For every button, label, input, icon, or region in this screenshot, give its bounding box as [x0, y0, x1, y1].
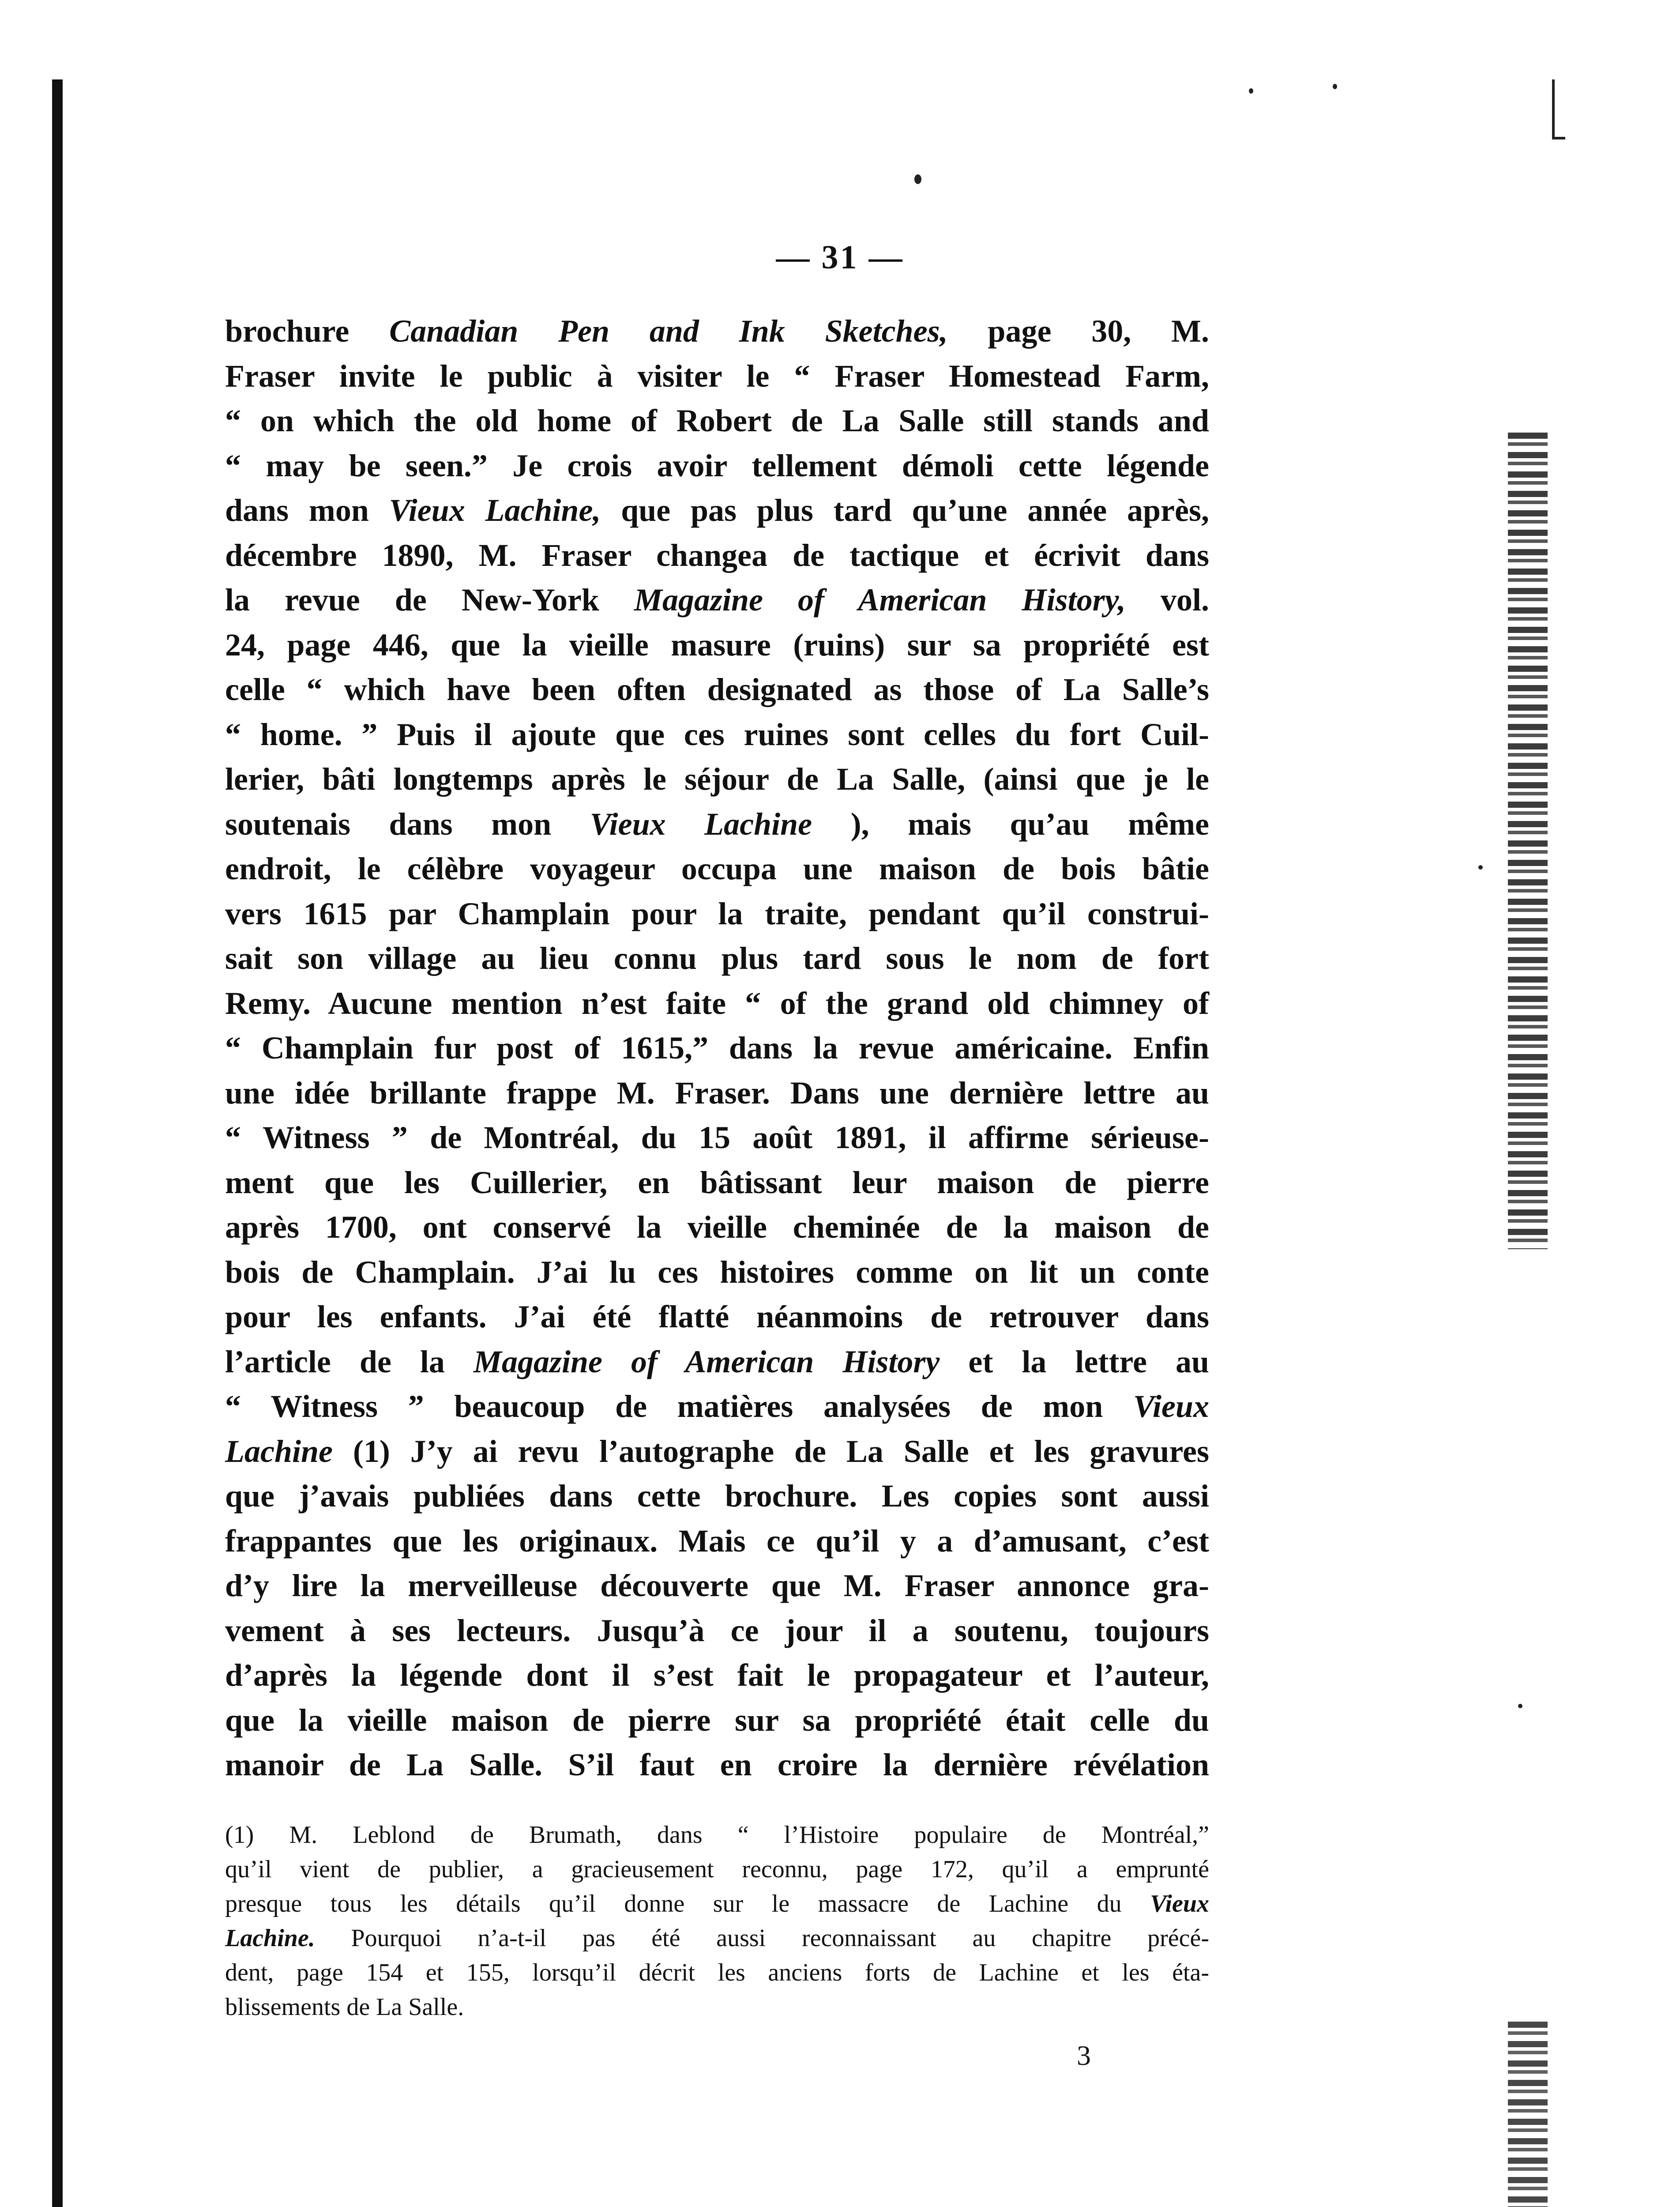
body-line [225, 1115, 1209, 1160]
text-run: blissements de La Salle. [225, 1993, 464, 2021]
scan-edge-strip-lower [1508, 2022, 1548, 2207]
text-run: “ Witness ” de Montréal, du 15 août 1891, il affirme sérieuse- [225, 1120, 1209, 1155]
body-text [225, 309, 1209, 1788]
italic-title: Lachine. [225, 1925, 315, 1952]
body-line [225, 488, 1209, 533]
footnote-line [225, 1990, 1209, 2024]
text-run: brochure [225, 313, 390, 349]
scan-speck [914, 174, 921, 184]
body-line [225, 309, 1209, 354]
text-run: sait son village au lieu connu plus tard sous le nom de fort [225, 941, 1209, 976]
text-run: “ on which the old home of Robert de La Salle still stands and [225, 403, 1209, 438]
text-run: vol. [1125, 582, 1209, 618]
text-run: dans mon [225, 493, 389, 528]
italic-title: Magazine of American History [473, 1344, 940, 1379]
text-run: la revue de New-York [225, 582, 634, 618]
body-line [225, 936, 1209, 981]
body-line [225, 578, 1209, 623]
body-line [225, 1384, 1209, 1429]
text-run: et la lettre au [940, 1344, 1209, 1379]
text-run: vers 1615 par Champlain pour la traite, pendant qu’il construi- [225, 896, 1209, 931]
text-run: lerier, bâti longtemps après le séjour de La Salle, (ainsi que je le [225, 761, 1209, 797]
body-line [225, 712, 1209, 757]
body-line [225, 1295, 1209, 1340]
body-line [225, 802, 1209, 847]
body-line [225, 533, 1209, 578]
text-run: l’article de la [225, 1344, 474, 1379]
italic-title: Vieux Lachine [590, 806, 812, 842]
footnote-line [225, 1921, 1209, 1955]
scan-corner-mark [1552, 79, 1565, 139]
body-line [225, 892, 1209, 937]
footnote-line [225, 1852, 1209, 1887]
body-line [225, 1698, 1209, 1743]
text-run: “ Champlain fur post of 1615,” dans la revue américaine. Enfin [225, 1030, 1209, 1066]
italic-title: Vieux Lachine, [389, 493, 601, 528]
body-line [225, 1519, 1209, 1564]
text-run: (1) J’y ai revu l’autographe de La Salle et les gravures [332, 1433, 1209, 1469]
body-line [225, 1340, 1209, 1385]
italic-title: Magazine of American History, [634, 582, 1126, 618]
scan-speck [1333, 84, 1337, 89]
signature-mark: 3 [1077, 2040, 1091, 2071]
text-run: Remy. Aucune mention n’est faite “ of the grand old chimney of [225, 985, 1209, 1021]
text-run: Pourquoi n’a-t-il pas été aussi reconnaissant au chapitre précé- [315, 1925, 1209, 1952]
text-run: dent, page 154 et 155, lorsqu’il décrit les anciens forts de Lachine et les éta- [225, 1959, 1209, 1986]
text-run: d’y lire la merveilleuse découverte que M. Fraser annonce gra- [225, 1568, 1209, 1603]
italic-title: Lachine [225, 1433, 333, 1469]
body-line [225, 1026, 1209, 1071]
text-run: une idée brillante frappe M. Fraser. Dans une dernière lettre au [225, 1075, 1209, 1111]
body-line [225, 1653, 1209, 1698]
text-run: presque tous les détails qu’il donne sur le massacre de Lachine du [225, 1890, 1150, 1917]
scan-speck [1249, 88, 1253, 94]
scan-edge-strip-upper [1508, 433, 1548, 1249]
binding-edge-rule [52, 79, 63, 2207]
body-line [225, 1563, 1209, 1608]
text-run: page 30, M. [947, 313, 1209, 349]
body-line [225, 623, 1209, 668]
body-line [225, 847, 1209, 892]
scan-speck [1478, 865, 1483, 870]
text-run: ment que les Cuillerier, en bâtissant leur maison de pierre [225, 1164, 1209, 1200]
text-run: frappantes que les originaux. Mais ce qu’il y a d’amusant, c’est [225, 1523, 1209, 1559]
body-line [225, 399, 1209, 444]
text-run: qu’il vient de publier, a gracieusement reconnu, page 172, qu’il a emprunté [225, 1856, 1209, 1883]
footnote [225, 1818, 1209, 2024]
body-line [225, 444, 1209, 489]
text-run: que j’avais publiées dans cette brochure. Les copies sont aussi [225, 1478, 1209, 1514]
body-line [225, 1071, 1209, 1116]
body-line [225, 1250, 1209, 1295]
text-run: 24, page 446, que la vieille masure (ruins) sur sa propriété est [225, 627, 1209, 663]
text-run: “ Witness ” beaucoup de matières analysées de mon [225, 1389, 1133, 1424]
text-run: (1) M. Leblond de Brumath, dans “ l’Histoire populaire de Montréal,” [225, 1821, 1209, 1849]
body-line [225, 667, 1209, 712]
body-line [225, 1160, 1209, 1205]
body-line [225, 757, 1209, 802]
footnote-line [225, 1887, 1209, 1921]
text-run: vement à ses lecteurs. Jusqu’à ce jour il a soutenu, toujours [225, 1612, 1209, 1648]
body-line [225, 1205, 1209, 1250]
italic-title: Canadian Pen and Ink Sketches, [389, 313, 948, 349]
body-line [225, 1474, 1209, 1519]
footnote-line [225, 1955, 1209, 1990]
text-run: “ may be seen.” Je crois avoir tellement démoli cette légende [225, 448, 1209, 483]
text-run: ), mais qu’au même [812, 806, 1209, 842]
body-line [225, 1743, 1209, 1788]
text-run: après 1700, ont conservé la vieille cheminée de la maison de [225, 1209, 1209, 1245]
text-run: bois de Champlain. J’ai lu ces histoires comme on lit un conte [225, 1254, 1209, 1290]
italic-title: Vieux [1150, 1890, 1209, 1917]
text-run: Fraser invite le public à visiter le “ Fraser Homestead Farm, [225, 358, 1209, 394]
text-run: manoir de La Salle. S’il faut en croire la dernière révélation [225, 1747, 1209, 1782]
page-number: — 31 — [776, 239, 904, 276]
body-line [225, 354, 1209, 399]
body-line [225, 1429, 1209, 1474]
footnote-line [225, 1818, 1209, 1852]
body-line [225, 1608, 1209, 1653]
italic-title: Vieux [1133, 1389, 1209, 1424]
text-run: décembre 1890, M. Fraser changea de tactique et écrivit dans [225, 537, 1209, 573]
text-run: que pas plus tard qu’une année après, [601, 493, 1209, 528]
text-run: celle “ which have been often designated as those of La Salle’s [225, 672, 1209, 707]
text-run: pour les enfants. J’ai été flatté néanmoins de retrouver dans [225, 1299, 1209, 1334]
text-run: que la vieille maison de pierre sur sa propriété était celle du [225, 1702, 1209, 1738]
scan-speck [1518, 1704, 1522, 1708]
body-line [225, 981, 1209, 1026]
text-run: endroit, le célèbre voyageur occupa une maison de bois bâtie [225, 851, 1209, 886]
text-run: soutenais dans mon [225, 806, 590, 842]
text-run: d’après la légende dont il s’est fait le propagateur et l’auteur, [225, 1657, 1209, 1693]
text-run: “ home. ” Puis il ajoute que ces ruines sont celles du fort Cuil- [225, 716, 1209, 752]
